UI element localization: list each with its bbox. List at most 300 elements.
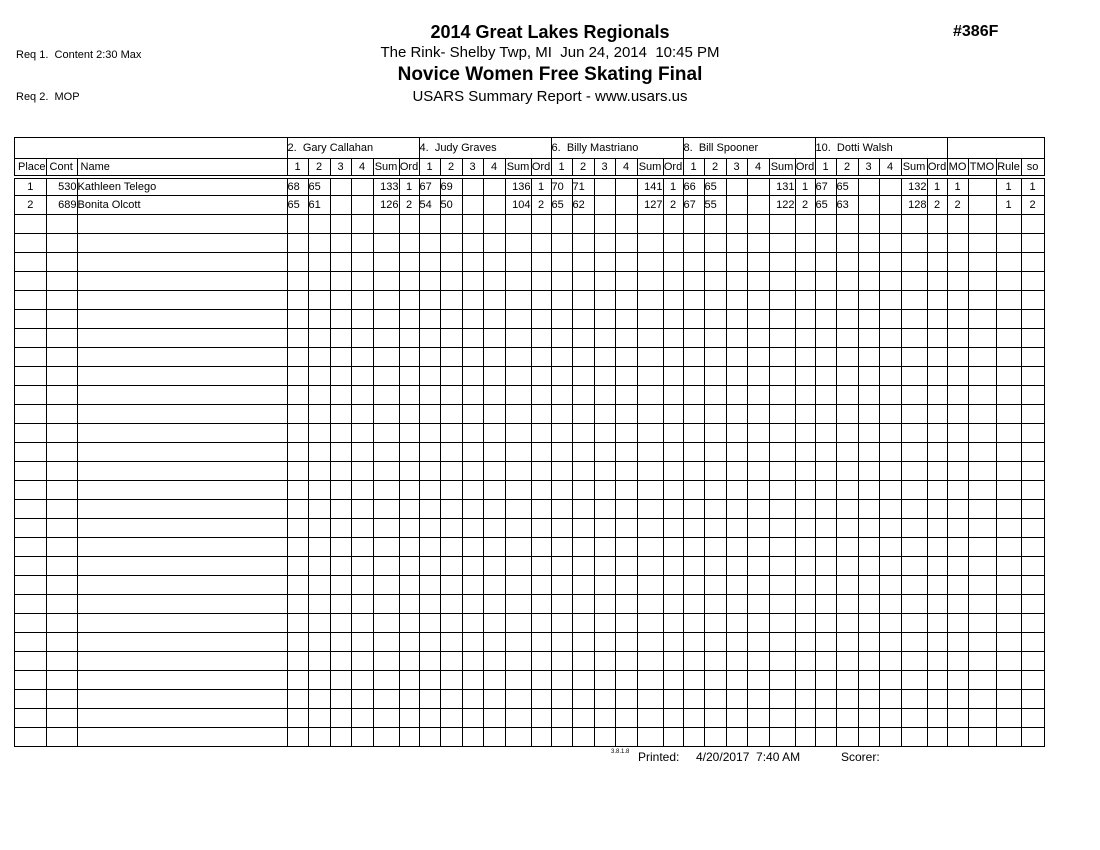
empty-cell: [287, 310, 308, 329]
score-cell: 67: [683, 196, 704, 215]
empty-cell: [77, 595, 287, 614]
empty-cell: [373, 633, 399, 652]
empty-cell: [308, 291, 330, 310]
ord-cell: 1: [663, 177, 683, 196]
empty-cell: [795, 310, 815, 329]
empty-cell: [704, 367, 726, 386]
empty-cell: [947, 291, 968, 310]
empty-cell: [373, 595, 399, 614]
empty-cell: [440, 386, 462, 405]
empty-cell: [637, 614, 663, 633]
score-cell: 68: [287, 177, 308, 196]
empty-cell: [531, 690, 551, 709]
empty-cell: [373, 481, 399, 500]
column-header: Ord: [927, 159, 947, 177]
empty-cell: [769, 215, 795, 234]
place-cell: 2: [15, 196, 47, 215]
empty-cell: [15, 443, 47, 462]
empty-cell: [399, 709, 419, 728]
empty-cell: [815, 253, 836, 272]
empty-cell: [704, 557, 726, 576]
empty-cell: [440, 652, 462, 671]
empty-cell: [836, 405, 858, 424]
empty-cell: [615, 633, 637, 652]
empty-cell: [901, 538, 927, 557]
empty-cell: [726, 329, 747, 348]
empty-cell: [836, 443, 858, 462]
empty-cell: [615, 405, 637, 424]
empty-cell: [901, 690, 927, 709]
empty-cell: [858, 386, 879, 405]
empty-cell: [483, 481, 505, 500]
score-cell: 54: [419, 196, 440, 215]
empty-cell: [483, 538, 505, 557]
sum-cell: 126: [373, 196, 399, 215]
empty-cell: [858, 367, 879, 386]
empty-cell: [399, 462, 419, 481]
column-header: Sum: [373, 159, 399, 177]
score-cell: [879, 196, 901, 215]
column-header: 4: [483, 159, 505, 177]
empty-cell: [462, 348, 483, 367]
empty-cell: [531, 538, 551, 557]
empty-cell: [663, 253, 683, 272]
empty-cell: [879, 576, 901, 595]
empty-cell: [594, 462, 615, 481]
empty-cell: [399, 215, 419, 234]
empty-cell: [419, 671, 440, 690]
empty-cell: [572, 462, 594, 481]
empty-cell: [399, 500, 419, 519]
empty-cell: [46, 386, 77, 405]
empty-cell: [419, 500, 440, 519]
empty-cell: [505, 538, 531, 557]
empty-cell: [663, 291, 683, 310]
empty-cell: [879, 690, 901, 709]
empty-cell: [483, 386, 505, 405]
column-header-row: [15, 159, 1045, 177]
empty-cell: [879, 348, 901, 367]
empty-cell: [927, 595, 947, 614]
empty-cell: [795, 595, 815, 614]
empty-cell: [858, 671, 879, 690]
empty-cell: [308, 310, 330, 329]
empty-cell: [1021, 234, 1044, 253]
empty-cell: [927, 367, 947, 386]
empty-cell: [879, 405, 901, 424]
empty-cell: [531, 633, 551, 652]
empty-cell: [637, 272, 663, 291]
empty-cell: [373, 386, 399, 405]
score-cell: 55: [704, 196, 726, 215]
empty-cell: [308, 215, 330, 234]
empty-cell: [879, 652, 901, 671]
empty-cell: [795, 671, 815, 690]
empty-cell: [726, 481, 747, 500]
score-cell: [483, 196, 505, 215]
empty-row: [15, 652, 1045, 671]
empty-cell: [637, 557, 663, 576]
empty-cell: [483, 424, 505, 443]
empty-cell: [815, 329, 836, 348]
empty-cell: [663, 481, 683, 500]
empty-cell: [77, 310, 287, 329]
score-cell: 61: [308, 196, 330, 215]
empty-cell: [594, 424, 615, 443]
empty-cell: [551, 595, 572, 614]
empty-cell: [968, 652, 996, 671]
empty-cell: [373, 557, 399, 576]
empty-cell: [287, 215, 308, 234]
empty-cell: [637, 538, 663, 557]
empty-cell: [462, 576, 483, 595]
empty-cell: [683, 652, 704, 671]
empty-cell: [419, 348, 440, 367]
empty-cell: [815, 443, 836, 462]
empty-cell: [594, 557, 615, 576]
empty-cell: [77, 557, 287, 576]
empty-cell: [551, 215, 572, 234]
empty-cell: [815, 671, 836, 690]
empty-cell: [373, 348, 399, 367]
empty-cell: [351, 500, 373, 519]
empty-cell: [747, 367, 769, 386]
empty-cell: [637, 215, 663, 234]
empty-row: [15, 690, 1045, 709]
empty-cell: [351, 652, 373, 671]
empty-cell: [637, 329, 663, 348]
empty-cell: [996, 215, 1021, 234]
empty-cell: [726, 500, 747, 519]
empty-cell: [996, 329, 1021, 348]
so-cell: 1: [1021, 177, 1044, 196]
empty-cell: [462, 405, 483, 424]
score-cell: 69: [440, 177, 462, 196]
empty-cell: [15, 519, 47, 538]
empty-cell: [351, 690, 373, 709]
empty-cell: [815, 576, 836, 595]
empty-cell: [572, 481, 594, 500]
empty-cell: [531, 519, 551, 538]
empty-cell: [483, 348, 505, 367]
empty-cell: [308, 348, 330, 367]
empty-cell: [399, 595, 419, 614]
empty-cell: [927, 329, 947, 348]
score-table: [14, 137, 1045, 747]
column-header: 1: [815, 159, 836, 177]
empty-cell: [747, 462, 769, 481]
ord-cell: 2: [927, 196, 947, 215]
empty-cell: [351, 272, 373, 291]
empty-cell: [462, 633, 483, 652]
empty-cell: [462, 253, 483, 272]
empty-cell: [373, 291, 399, 310]
empty-cell: [462, 481, 483, 500]
column-header: 4: [615, 159, 637, 177]
empty-cell: [594, 272, 615, 291]
empty-cell: [747, 633, 769, 652]
empty-cell: [419, 481, 440, 500]
empty-cell: [594, 576, 615, 595]
empty-cell: [927, 462, 947, 481]
empty-cell: [1021, 709, 1044, 728]
empty-cell: [15, 614, 47, 633]
empty-cell: [462, 272, 483, 291]
empty-cell: [996, 557, 1021, 576]
empty-cell: [308, 234, 330, 253]
empty-cell: [594, 709, 615, 728]
empty-cell: [551, 633, 572, 652]
empty-cell: [551, 405, 572, 424]
empty-cell: [551, 519, 572, 538]
empty-cell: [858, 519, 879, 538]
empty-cell: [615, 671, 637, 690]
empty-cell: [531, 595, 551, 614]
empty-cell: [373, 367, 399, 386]
empty-cell: [879, 443, 901, 462]
empty-cell: [726, 443, 747, 462]
empty-cell: [683, 728, 704, 747]
empty-cell: [683, 424, 704, 443]
empty-cell: [747, 215, 769, 234]
empty-cell: [551, 576, 572, 595]
empty-cell: [462, 538, 483, 557]
empty-cell: [551, 291, 572, 310]
column-header: 3: [330, 159, 351, 177]
empty-cell: [483, 291, 505, 310]
empty-cell: [287, 367, 308, 386]
competition-title: 2014 Great Lakes Regionals: [430, 22, 670, 42]
empty-row: [15, 633, 1045, 652]
empty-cell: [704, 709, 726, 728]
empty-cell: [615, 310, 637, 329]
empty-row: [15, 576, 1045, 595]
empty-cell: [879, 728, 901, 747]
column-header: 1: [551, 159, 572, 177]
empty-cell: [663, 424, 683, 443]
empty-cell: [572, 386, 594, 405]
empty-cell: [927, 557, 947, 576]
empty-cell: [879, 538, 901, 557]
empty-cell: [483, 633, 505, 652]
empty-cell: [901, 234, 927, 253]
empty-cell: [968, 519, 996, 538]
empty-cell: [551, 329, 572, 348]
empty-cell: [1021, 481, 1044, 500]
empty-cell: [594, 310, 615, 329]
empty-cell: [615, 728, 637, 747]
empty-cell: [968, 671, 996, 690]
empty-cell: [483, 595, 505, 614]
empty-cell: [683, 367, 704, 386]
empty-cell: [683, 481, 704, 500]
empty-cell: [901, 462, 927, 481]
empty-cell: [287, 595, 308, 614]
column-header: 3: [594, 159, 615, 177]
empty-cell: [726, 690, 747, 709]
empty-row: [15, 424, 1045, 443]
empty-cell: [483, 443, 505, 462]
empty-cell: [330, 291, 351, 310]
empty-cell: [615, 272, 637, 291]
empty-row: [15, 500, 1045, 519]
empty-row: [15, 348, 1045, 367]
empty-cell: [77, 519, 287, 538]
empty-cell: [795, 576, 815, 595]
empty-cell: [505, 500, 531, 519]
empty-cell: [572, 538, 594, 557]
empty-cell: [287, 253, 308, 272]
judge-header-1: 2. Gary Callahan: [287, 138, 419, 159]
empty-cell: [996, 576, 1021, 595]
empty-cell: [572, 728, 594, 747]
empty-cell: [462, 367, 483, 386]
empty-cell: [419, 614, 440, 633]
empty-cell: [1021, 671, 1044, 690]
rule-cell: 1: [996, 177, 1021, 196]
empty-row: [15, 329, 1045, 348]
empty-cell: [683, 557, 704, 576]
empty-cell: [440, 500, 462, 519]
empty-cell: [531, 234, 551, 253]
empty-cell: [594, 367, 615, 386]
empty-row: [15, 443, 1045, 462]
empty-cell: [615, 652, 637, 671]
empty-cell: [637, 462, 663, 481]
empty-row: [15, 728, 1045, 747]
empty-cell: [968, 234, 996, 253]
empty-cell: [747, 386, 769, 405]
empty-cell: [77, 576, 287, 595]
rule-cell: 1: [996, 196, 1021, 215]
empty-cell: [663, 386, 683, 405]
empty-cell: [879, 500, 901, 519]
empty-cell: [947, 576, 968, 595]
empty-cell: [947, 234, 968, 253]
empty-cell: [996, 272, 1021, 291]
empty-cell: [505, 690, 531, 709]
empty-cell: [947, 405, 968, 424]
empty-cell: [927, 633, 947, 652]
empty-cell: [1021, 253, 1044, 272]
empty-row: [15, 367, 1045, 386]
empty-cell: [663, 557, 683, 576]
empty-cell: [637, 348, 663, 367]
score-cell: 62: [572, 196, 594, 215]
empty-cell: [287, 348, 308, 367]
empty-cell: [531, 386, 551, 405]
empty-cell: [815, 614, 836, 633]
empty-cell: [440, 348, 462, 367]
empty-cell: [330, 728, 351, 747]
empty-cell: [505, 234, 531, 253]
empty-cell: [594, 481, 615, 500]
empty-cell: [287, 538, 308, 557]
empty-cell: [858, 310, 879, 329]
empty-cell: [551, 614, 572, 633]
empty-cell: [704, 481, 726, 500]
sum-cell: 132: [901, 177, 927, 196]
empty-cell: [747, 443, 769, 462]
empty-cell: [351, 310, 373, 329]
empty-cell: [815, 272, 836, 291]
empty-cell: [1021, 272, 1044, 291]
empty-cell: [330, 614, 351, 633]
empty-cell: [947, 652, 968, 671]
empty-cell: [996, 234, 1021, 253]
empty-cell: [462, 329, 483, 348]
empty-cell: [901, 633, 927, 652]
empty-cell: [726, 633, 747, 652]
score-cell: [615, 177, 637, 196]
empty-cell: [287, 329, 308, 348]
empty-cell: [663, 443, 683, 462]
score-cell: 65: [287, 196, 308, 215]
empty-cell: [858, 614, 879, 633]
empty-cell: [351, 576, 373, 595]
empty-cell: [1021, 500, 1044, 519]
empty-cell: [637, 367, 663, 386]
empty-cell: [483, 405, 505, 424]
empty-cell: [815, 348, 836, 367]
empty-cell: [795, 519, 815, 538]
empty-cell: [462, 614, 483, 633]
sum-cell: 136: [505, 177, 531, 196]
empty-cell: [615, 557, 637, 576]
mo-cell: 2: [947, 196, 968, 215]
empty-cell: [308, 272, 330, 291]
empty-cell: [815, 557, 836, 576]
empty-cell: [46, 557, 77, 576]
empty-cell: [483, 557, 505, 576]
empty-cell: [46, 462, 77, 481]
empty-cell: [996, 728, 1021, 747]
empty-cell: [747, 272, 769, 291]
tmo-cell: [968, 177, 996, 196]
empty-cell: [308, 462, 330, 481]
empty-cell: [726, 576, 747, 595]
score-cell: 65: [308, 177, 330, 196]
empty-cell: [399, 348, 419, 367]
column-header: Ord: [531, 159, 551, 177]
empty-cell: [747, 329, 769, 348]
empty-cell: [531, 614, 551, 633]
empty-cell: [440, 633, 462, 652]
empty-cell: [77, 633, 287, 652]
empty-cell: [683, 215, 704, 234]
empty-cell: [858, 728, 879, 747]
empty-cell: [462, 424, 483, 443]
empty-cell: [330, 215, 351, 234]
empty-cell: [531, 310, 551, 329]
empty-cell: [726, 557, 747, 576]
empty-cell: [795, 690, 815, 709]
empty-cell: [704, 633, 726, 652]
empty-cell: [551, 538, 572, 557]
empty-cell: [704, 671, 726, 690]
empty-cell: [308, 424, 330, 443]
empty-cell: [769, 405, 795, 424]
empty-cell: [594, 291, 615, 310]
empty-cell: [795, 234, 815, 253]
cont-cell: 530: [46, 177, 77, 196]
empty-cell: [351, 405, 373, 424]
column-header: 4: [747, 159, 769, 177]
empty-cell: [879, 310, 901, 329]
sum-cell: 133: [373, 177, 399, 196]
empty-cell: [373, 215, 399, 234]
empty-cell: [594, 500, 615, 519]
